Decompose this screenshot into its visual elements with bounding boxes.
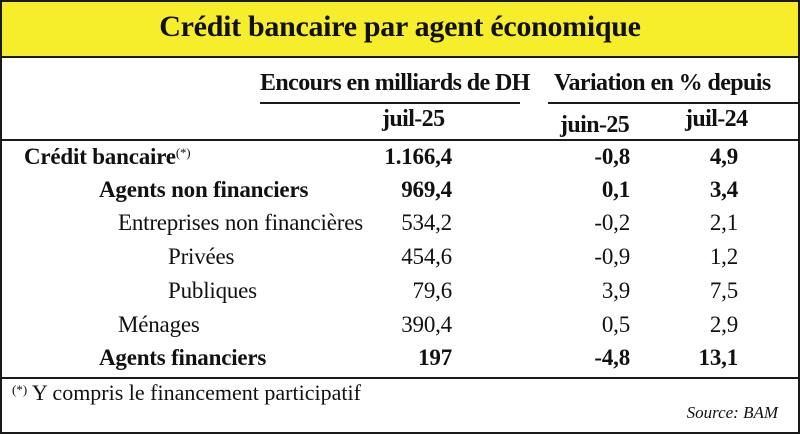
table-row [2,210,798,244]
table-row [2,278,798,312]
footnote [12,380,361,406]
row-label: Agents financiers [99,345,267,370]
encours-value: 1.166,4 [384,144,452,169]
variation-juin-value: -0,2 [594,210,630,235]
encours-value: 390,4 [401,312,452,337]
encours-value: 969,4 [401,177,452,202]
row-label: Ménages [118,312,200,337]
variation-juin-value: 3,9 [601,278,630,303]
variation-juin-value: 0,1 [601,177,630,202]
table-row [2,345,798,379]
table-title: Crédit bancaire par agent économique [159,10,641,43]
header-bottom-rule [2,139,798,141]
table-row [2,177,798,211]
variation-juin-value: -4,8 [594,345,630,370]
variation-juin-value: -0,8 [594,144,630,169]
encours-header: Encours en milliards de DH [260,70,530,96]
encours-value: 534,2 [401,210,452,235]
encours-value: 197 [418,345,452,370]
variation-header: Variation en % depuis [554,70,771,96]
variation-juil-value: 1,2 [709,244,738,269]
row-label: Crédit bancaire(*) [24,144,191,169]
source-label: Source: BAM [686,403,778,422]
table-row [2,312,798,346]
row-label: Privées [168,244,235,269]
encours-value: 454,6 [401,244,452,269]
variation-juil-value: 2,1 [709,210,738,235]
footnote-text: Y compris le financement participatif [27,380,361,405]
variation-juil-value: 4,9 [709,144,738,169]
encours-value: 79,6 [412,278,452,303]
variation-header-rule [548,102,798,104]
row-label: Publiques [168,278,257,303]
table-row [2,244,798,278]
table-bottom-rule [2,377,798,379]
variation-juil-value: 13,1 [698,345,738,370]
variation-juil-value: 7,5 [709,278,738,303]
col-header-juil-24: juil-24 [685,106,748,132]
variation-juil-value: 3,4 [709,177,738,202]
variation-juin-value: 0,5 [601,312,630,337]
title-bar [2,2,798,58]
col-header-juil-25: juil-25 [382,106,445,132]
footnote-marker: (*) [175,145,191,160]
col-header-juin-25: juin-25 [560,112,630,138]
variation-juin-value: -0,9 [594,244,630,269]
row-label: Agents non financiers [99,177,309,202]
table-row [2,144,798,178]
footnote-mark: (*) [12,382,28,397]
row-label: Entreprises non financières [118,210,363,235]
encours-header-rule [260,102,520,104]
variation-juil-value: 2,9 [709,312,738,337]
